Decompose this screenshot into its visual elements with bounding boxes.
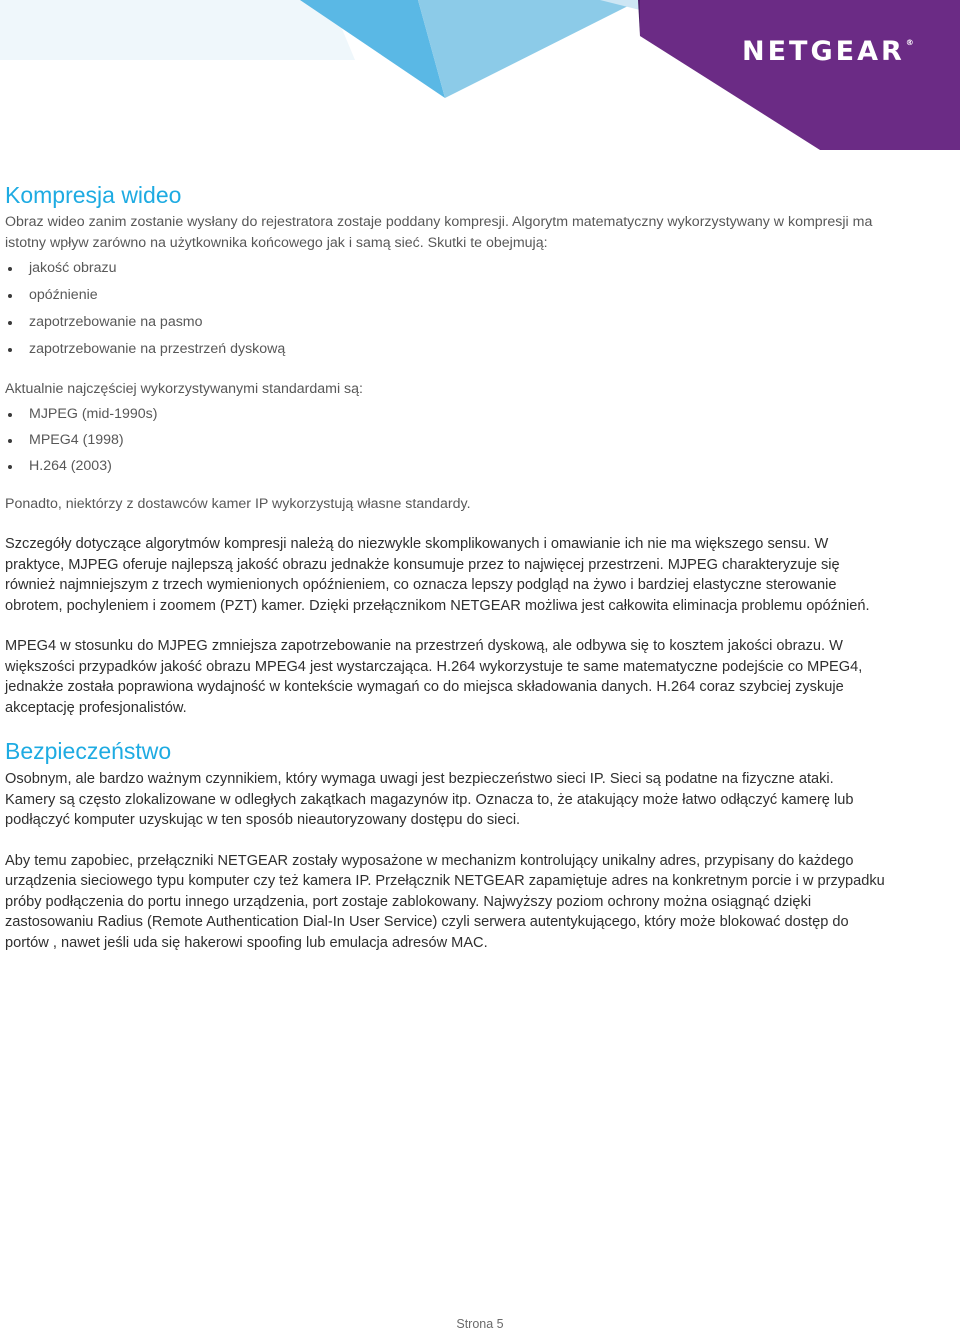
list-item: opóźnienie [5,282,885,309]
list-item: MPEG4 (1998) [5,427,885,453]
header-banner [0,0,960,150]
registered-mark: ® [905,38,914,47]
page-number: Strona 5 [456,1317,504,1331]
list-item: zapotrzebowanie na przestrzeń dyskową [5,336,885,363]
compression-intro: Obraz wideo zanim zostanie wysłany do rejestratora zostaje poddany kompresji. Algorytm matematyczny wykorzystywany w kompresji ma istotny wpływ zarówno na użytkownika końcowego jak i samą sieć. Skutki te obejmują: [5,214,873,251]
vendors-note: Ponadto, niektórzy z dostawców kamer IP wykorzystują własne standardy. [5,495,471,512]
standards-intro: Aktualnie najczęściej wykorzystywanymi standardami są: [5,381,363,397]
effects-list [5,255,885,363]
list-item: jakość obrazu [5,255,885,282]
main-content [5,180,885,953]
compression-paragraph-2: MPEG4 w stosunku do MJPEG zmniejsza zapotrzebowanie na przestrzeń dyskową, ale odbywa się to kosztem jakości obrazu. W większości przypadków jakość obrazu MPEG4 jest wystarczająca. H.264 wykorzystuje te same matematyczne podejście co MPEG4, jednakże została poprawiona wydajność w kontekście wymagań co do miejsca składowania danych. H.264 coraz szybciej zyskuje akceptację profesjonalistów. [5,638,863,716]
heading-video-compression: Kompresja wideo [5,182,182,208]
compression-paragraph-1: Szczegóły dotyczące algorytmów kompresji należą do niezwykle skomplikowanych i omawianie ich nie ma większego sensu. W praktyce, MJPEG oferuje najlepszą jakość obrazu jednakże konsumuje przez to najwięcej przestrzeni. MJPEG charakteryzuje się również najmniejszym z trzech wymienionych opóźnieniem, co oznacza lepszy podgląd na żywo i bardziej elastyczne sterowanie obrotem, pochyleniem i zoomem (PZT) kamer. Dzięki przełącznikom NETGEAR możliwa jest całkowita eliminacja problemu opóźnień. [5,536,870,614]
list-item: H.264 (2003) [5,453,885,479]
standards-list [5,401,885,479]
header-shape-pale [0,0,355,60]
list-item: zapotrzebowanie na pasmo [5,309,885,336]
heading-security: Bezpieczeństwo [5,738,172,764]
list-item: MJPEG (mid-1990s) [5,401,885,427]
security-paragraph-1: Osobnym, ale bardzo ważnym czynnikiem, który wymaga uwagi jest bezpieczeństwo sieci IP. Sieci są podatne na fizyczne ataki. Kamery są często zlokalizowane w odległych zakątkach magazynów itp. Oznacza to, że atakujący może łatwo odłączyć kamerę lub podłączyć komputer uzyskując w ten sposób nieautoryzowany dostępu do sieci. [5,771,854,828]
header-shape-light-blue [418,0,640,98]
security-paragraph-2: Aby temu zapobiec, przełączniki NETGEAR zostały wyposażone w mechanizm kontrolujący unikalny adres, przypisany do każdego urządzenia sieciowego typu komputer czy też kamera IP. Przełącznik NETGEAR zapamiętuje adres na konkretnym porcie i w przypadku próby podłączenia do portu innego urządzenia, port zostaje zablokowany. Najwyższy poziom ochrony można osiągnąć dzięki zastosowaniu Radius (Remote Authentication Dial-In User Service) czyli serwera autentykującego, który może blokować dostęp do portów , nawet jeśli uda się hakerowi spoofing lub emulacja adresów MAC. [5,852,885,951]
netgear-logo [742,36,913,67]
logo-text: NETGEAR [742,36,905,67]
